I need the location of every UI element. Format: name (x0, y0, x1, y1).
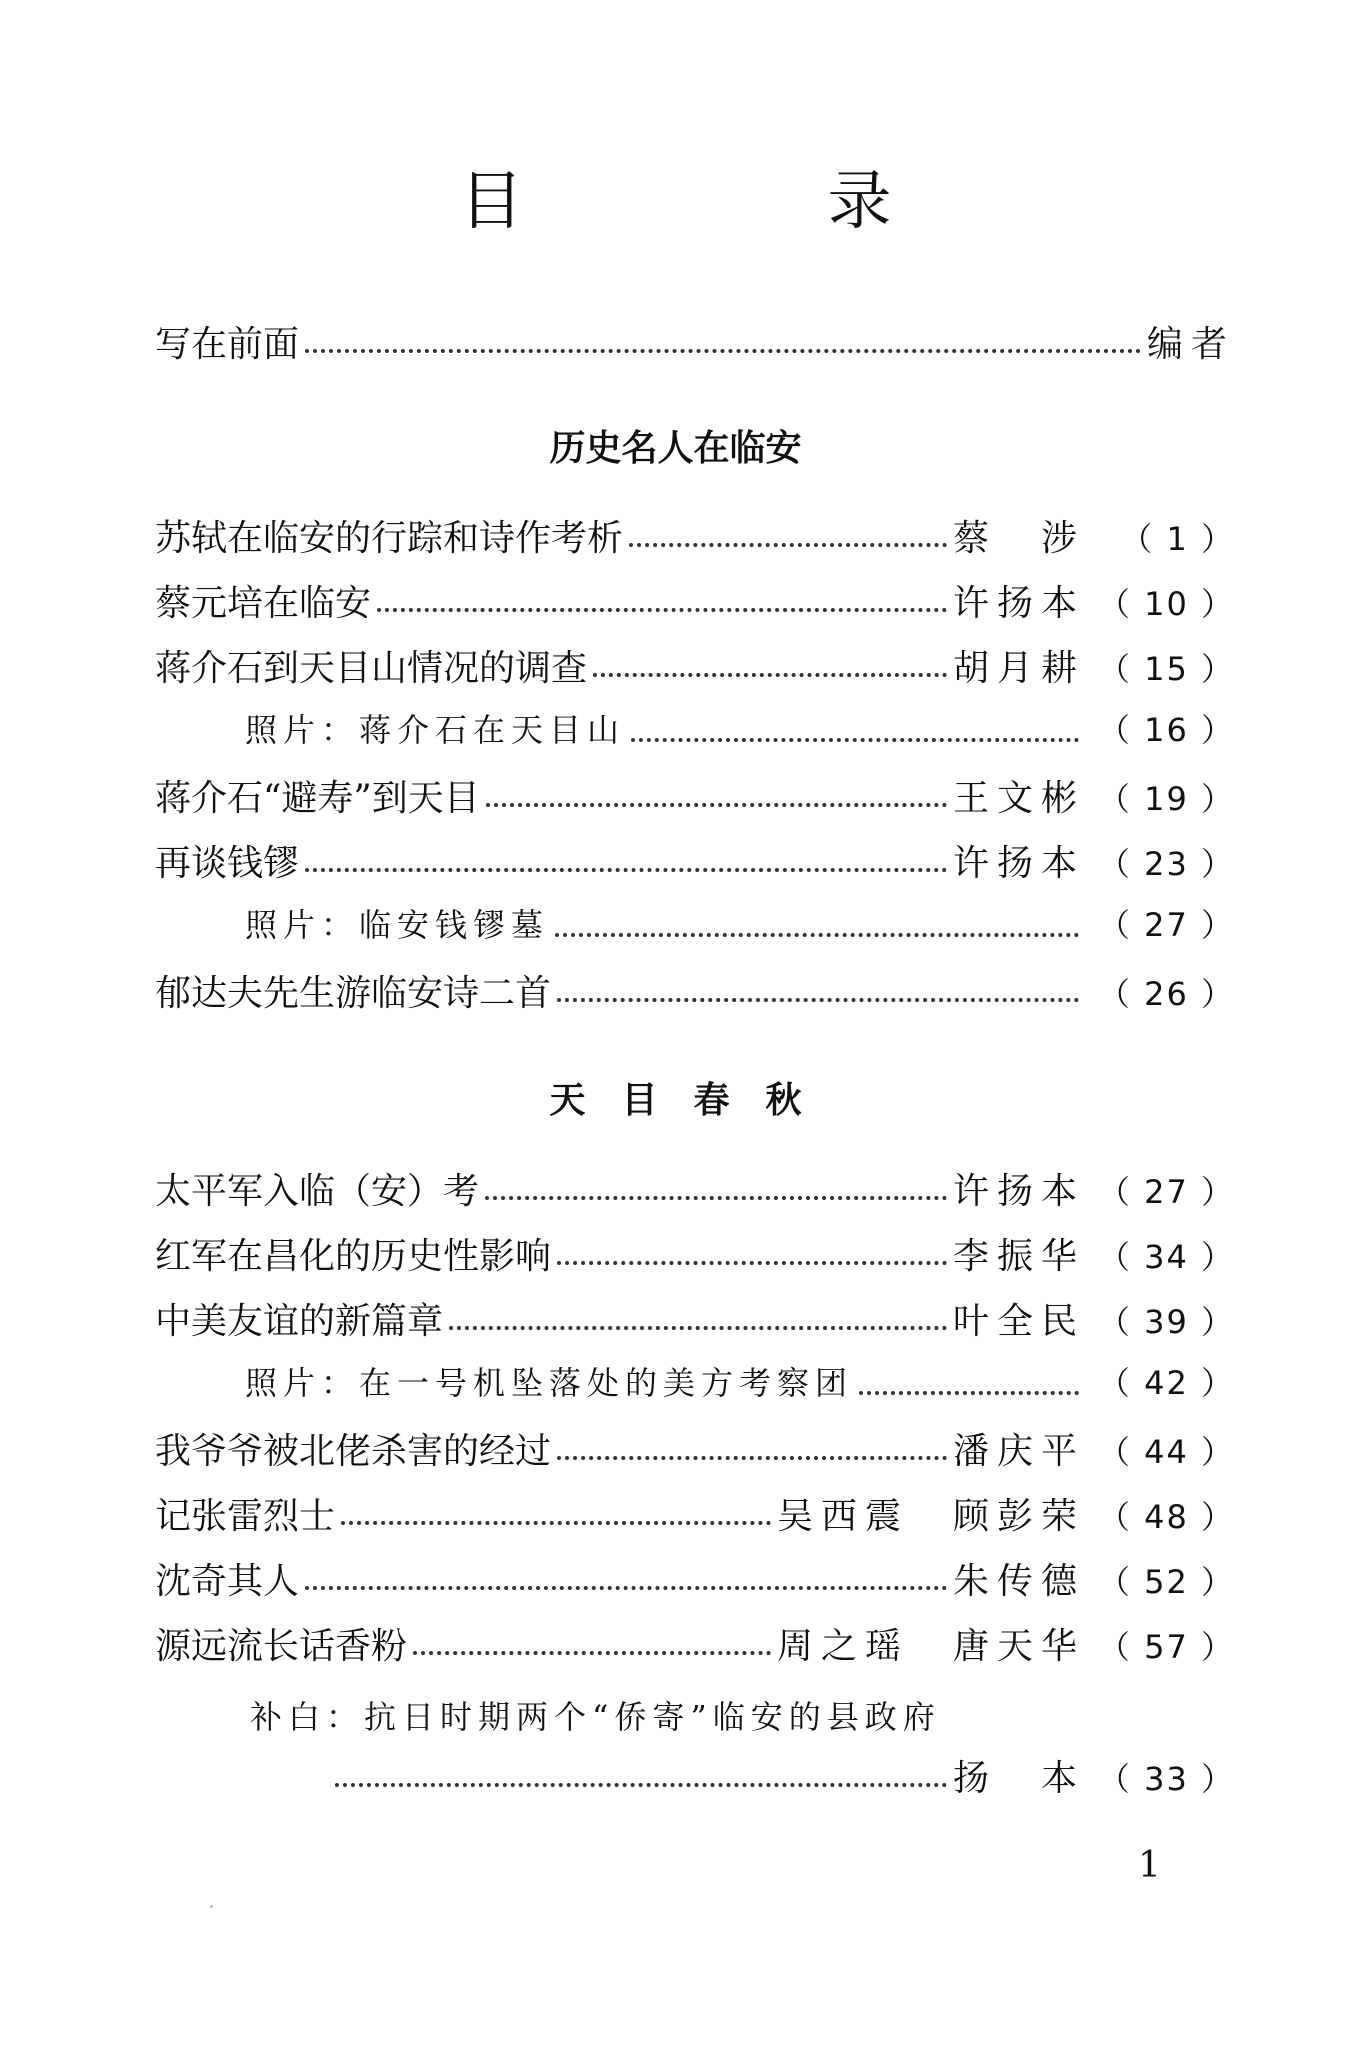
section-heading: 历史名人在临安 (549, 428, 802, 469)
toc-entry[interactable] (155, 835, 1235, 885)
dot-leader (486, 803, 947, 807)
entry-title: 太平军入临（安）考 (155, 1171, 480, 1212)
dot-leader (593, 673, 947, 677)
toc-entry[interactable] (155, 1553, 1235, 1603)
section-heading: 天 目 春 秋 (549, 1080, 802, 1121)
entry-title: 再谈钱镠 (155, 843, 300, 884)
entry-title: 苏轼在临安的行踪和诗作考析 (155, 518, 624, 559)
dot-leader (335, 1783, 947, 1787)
entry-page: （ 15 ） (1097, 650, 1235, 688)
entry-page: （ 10 ） (1097, 585, 1235, 623)
entry-title: 红军在昌化的历史性影响 (155, 1236, 552, 1277)
toc-entry[interactable] (155, 1293, 1235, 1343)
entry-page: （ 1 ） (1120, 520, 1235, 558)
entry-page: （ 16 ） (1097, 711, 1235, 749)
entry-page: （ 19 ） (1097, 780, 1235, 818)
entry-page: （ 44 ） (1097, 1433, 1235, 1471)
entry-page: （ 42 ） (1097, 1364, 1235, 1402)
entry-page: （ 27 ） (1097, 1173, 1235, 1211)
toc-entry-intro[interactable] (155, 316, 1235, 366)
dot-leader (557, 1261, 947, 1265)
dot-leader (631, 738, 1079, 742)
entry-title: 照片：蒋介石在天目山 (245, 711, 626, 749)
toc-entry[interactable] (155, 1423, 1235, 1473)
dot-leader (305, 1586, 947, 1590)
entry-title: 蔡元培在临安 (155, 583, 372, 624)
toc-entry-photo[interactable] (245, 900, 1235, 950)
entry-title: 蒋介石“避寿”到天目 (155, 778, 480, 819)
entry-page: （ 34 ） (1097, 1238, 1235, 1276)
entry-page: （ 27 ） (1097, 906, 1235, 944)
entry-page: （ 23 ） (1097, 845, 1235, 883)
dot-leader (555, 933, 1079, 937)
dot-leader (859, 1391, 1079, 1395)
entry-title: 我爷爷被北佬杀害的经过 (155, 1431, 552, 1472)
toc-entry[interactable] (155, 770, 1235, 820)
dot-leader (377, 608, 947, 612)
dot-leader (413, 1651, 771, 1655)
toc-entry[interactable] (155, 965, 1235, 1015)
entry-author: 蔡 涉 (952, 518, 1085, 559)
entry-author: 周之瑶 唐天华 (776, 1626, 1085, 1667)
entry-author: 朱传德 (952, 1561, 1085, 1602)
entry-title: 蒋介石到天目山情况的调查 (155, 648, 588, 689)
entry-author: 许扬本 (952, 1171, 1085, 1212)
toc-entry[interactable] (155, 640, 1235, 690)
dot-leader (557, 998, 1079, 1002)
toc-entry[interactable] (155, 1228, 1235, 1278)
toc-entry[interactable] (155, 510, 1235, 560)
entry-author: 吴西震 顾彭荣 (776, 1496, 1085, 1537)
dot-leader (449, 1326, 947, 1330)
entry-author: 叶全民 (952, 1301, 1085, 1342)
entry-author: 潘庆平 (952, 1431, 1085, 1472)
toc-entry[interactable] (155, 1163, 1235, 1213)
entry-author: 编者 (1146, 324, 1235, 365)
entry-page: （ 52 ） (1097, 1563, 1235, 1601)
entry-author: 扬 本 (952, 1758, 1085, 1799)
entry-title: 照片：临安钱镠墓 (245, 906, 550, 944)
toc-entry[interactable] (155, 575, 1235, 625)
page-title: 目 录 (459, 165, 1012, 239)
dot-leader (341, 1521, 771, 1525)
toc-entry-addendum[interactable] (335, 1750, 1235, 1800)
entry-author: 李振华 (952, 1236, 1085, 1277)
entry-title: 照片：在一号机坠落处的美方考察团 (245, 1364, 854, 1402)
entry-page: （ 26 ） (1097, 975, 1235, 1013)
entry-author: 胡月耕 (952, 648, 1085, 689)
entry-author: 许扬本 (952, 583, 1085, 624)
dot-leader (305, 349, 1141, 353)
entry-title: 郁达夫先生游临安诗二首 (155, 973, 552, 1014)
toc-entry[interactable] (155, 1618, 1235, 1668)
dot-leader (305, 868, 947, 872)
entry-author: 王文彬 (952, 778, 1085, 819)
entry-page: （ 33 ） (1097, 1760, 1235, 1798)
entry-page: （ 48 ） (1097, 1498, 1235, 1536)
entry-page: （ 57 ） (1097, 1628, 1235, 1666)
entry-author: 许扬本 (952, 843, 1085, 884)
toc-entry-photo[interactable] (245, 1358, 1235, 1408)
entry-title: 记张雷烈士 (155, 1496, 336, 1537)
scan-speck (210, 1905, 213, 1908)
entry-title: 沈奇其人 (155, 1561, 300, 1602)
entry-title: 写在前面 (155, 324, 300, 365)
dot-leader (557, 1456, 947, 1460)
dot-leader (629, 543, 947, 547)
toc-entry[interactable] (155, 1488, 1235, 1538)
dot-leader (485, 1196, 947, 1200)
entry-page: （ 39 ） (1097, 1303, 1235, 1341)
entry-title: 源远流长话香粉 (155, 1626, 408, 1667)
toc-entry-photo[interactable] (245, 705, 1235, 755)
addendum-title: 补白：抗日时期两个“侨寄”临安的县政府 (250, 1698, 941, 1736)
page-number: 1 (1138, 1845, 1161, 1886)
entry-title: 中美友谊的新篇章 (155, 1301, 444, 1342)
